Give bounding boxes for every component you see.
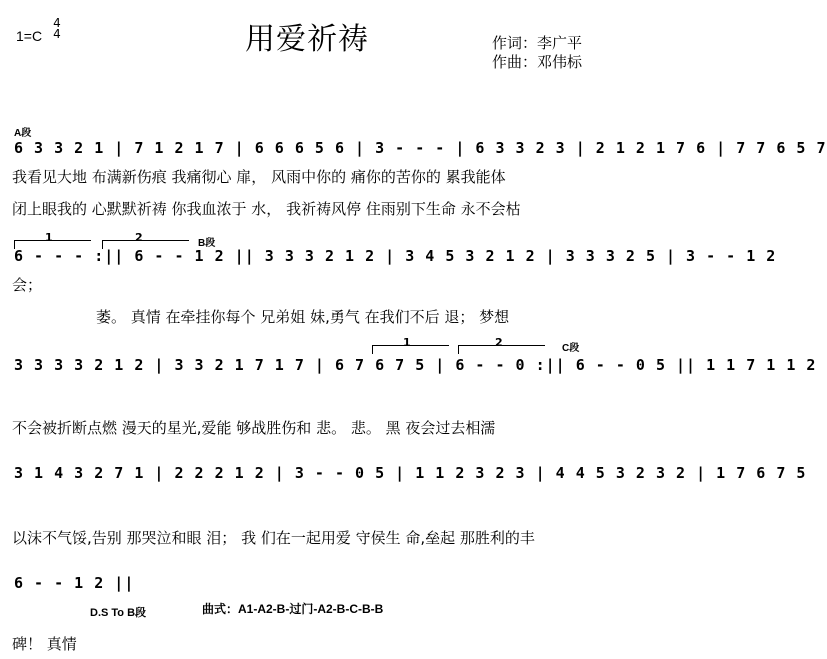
section-marker-b: B段 <box>198 238 216 249</box>
lyric-line-3: 不会被折断点燃 漫天的星光,爱能 够战胜伤和 悲。 悲。 黑 夜会过去相濡 <box>12 419 496 437</box>
volta-number-4: 2 <box>495 336 503 349</box>
time-signature <box>52 18 62 40</box>
lyric-line-1-verse-2: 闭上眼我的 心默默祈祷 你我血浓于 水， 我祈祷风停 住雨别下生命 永不会枯 <box>12 200 521 218</box>
time-signature-top: 4 <box>53 16 61 30</box>
lyric-line-4: 以沫不气馁,告别 那哭泣和眼 泪； 我 们在一起用爱 守侯生 命,垒起 那胜利的丰 <box>12 529 535 547</box>
notation-line-1: 6 3 3 2 1 | 7 1 2 1 7 | 6 6 6 5 6 | 3 - - - | 6 3 3 2 3 | 2 1 2 1 7 6 | 7 7 6 5 7 <box>14 139 827 157</box>
time-signature-bottom: 4 <box>53 27 61 41</box>
volta-bracket-4 <box>458 336 545 354</box>
notation-line-4: 3 1 4 3 2 7 1 | 2 2 2 1 2 | 3 - - 0 5 | 1 1 2 3 2 3 | 4 4 5 3 2 3 2 | 1 7 6 7 5 <box>14 464 807 482</box>
lyric-line-2-verse-1: 会； <box>12 276 43 294</box>
section-marker-a: A段 <box>14 128 32 139</box>
lyric-line-5: 碑！ 真情 <box>12 635 77 653</box>
notation-line-5: 6 - - 1 2 || <box>14 574 135 592</box>
notation-line-3: 3 3 3 3 2 1 2 | 3 3 2 1 7 1 7 | 6 7 6 7 5 | 6 - - 0 :|| 6 - - 0 5 || 1 1 7 1 1 2 <box>14 356 817 374</box>
volta-number-1: 1 <box>45 231 53 244</box>
lyricist-credit: 作词：李广平 <box>492 34 583 52</box>
lyric-line-2-verse-2: 萎。 真情 在牵挂你每个 兄弟姐 妹,勇气 在我们不后 退； 梦想 <box>96 308 510 326</box>
composer-credit: 作曲：邓伟标 <box>492 53 583 71</box>
song-title: 用爱祈祷 <box>245 22 369 57</box>
volta-number-3: 1 <box>403 336 411 349</box>
key-signature: 1=C <box>16 28 43 44</box>
volta-bracket-3 <box>372 336 449 354</box>
volta-number-2: 2 <box>135 231 143 244</box>
lyric-line-1-verse-1: 我看见大地 布满新伤痕 我痛彻心 扉， 风雨中你的 痛你的苦你的 累我能体 <box>12 168 506 186</box>
song-form: 曲式：A1-A2-B-过门-A2-B-C-B-B <box>202 602 384 616</box>
section-marker-c: C段 <box>562 343 580 354</box>
dal-segno-instruction: D.S To B段 <box>90 607 147 619</box>
notation-line-2: 6 - - - :|| 6 - - 1 2 || 3 3 3 2 1 2 | 3 4 5 3 2 1 2 | 3 3 3 2 5 | 3 - - 1 2 <box>14 247 777 265</box>
